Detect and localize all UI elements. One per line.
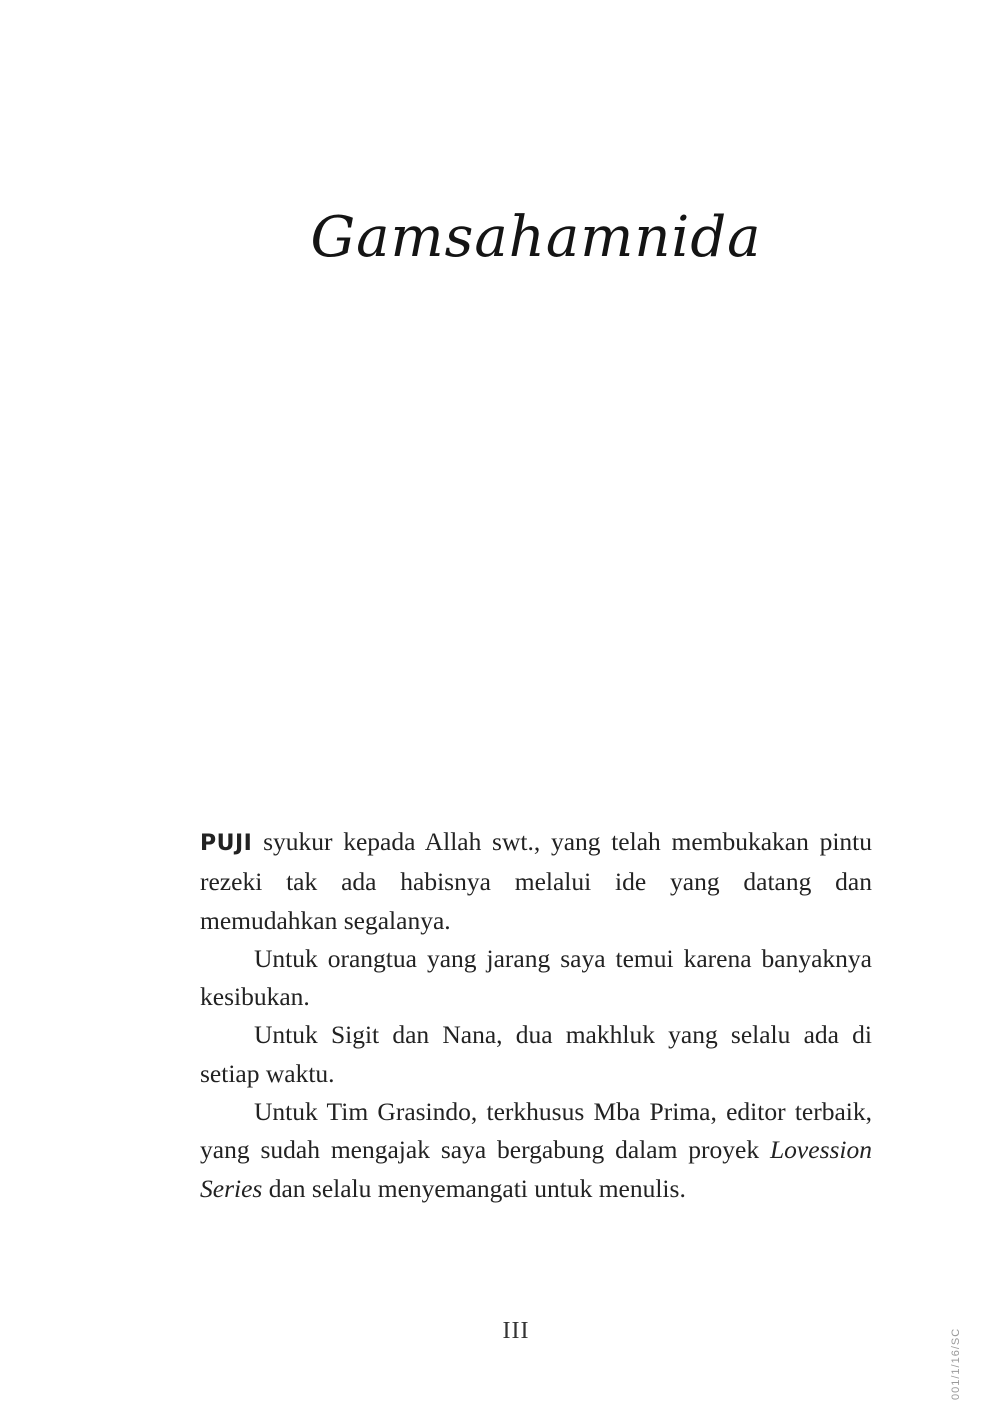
paragraph-1-text: syukur kepada Allah swt., yang telah membukakan pintu rezeki tak ada habisnya melalui ide yang datang dan memudahkan segalanya. xyxy=(200,827,872,935)
page-number: III xyxy=(502,1318,530,1344)
paragraph-4 xyxy=(200,1093,872,1208)
print-code: 001/1/16/SC xyxy=(950,1327,962,1400)
page-title: Gamsahamnida xyxy=(310,205,762,270)
acknowledgement-text xyxy=(200,823,872,1208)
series-title: Lovession Series xyxy=(200,1135,872,1203)
paragraph-4-text-start: Untuk Tim Grasindo, terkhusus Mba Prima, editor terbaik, yang sudah mengajak saya bergabung dalam proyek xyxy=(200,1097,872,1165)
paragraph-3: Untuk Sigit dan Nana, dua makhluk yang selalu ada di setiap waktu. xyxy=(200,1020,872,1088)
paragraph-4-text-end: dan selalu menyemangati untuk menulis. xyxy=(262,1173,686,1203)
paragraph-2: Untuk orangtua yang jarang saya temui karena banyaknya kesibukan. xyxy=(200,943,872,1012)
paragraph-1 xyxy=(200,823,872,940)
lead-word: PUJI xyxy=(200,831,253,856)
